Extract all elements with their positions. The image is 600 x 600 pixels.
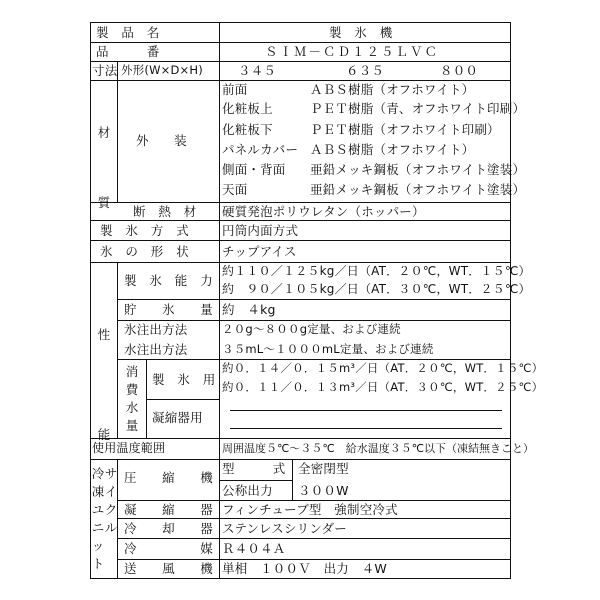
- material-part-upper: 化粧板上: [222, 101, 273, 116]
- condenser-label: 凝 縮 器: [124, 502, 213, 517]
- product-name-label: 製 品 名: [96, 25, 160, 40]
- material-part-front: 前面: [222, 82, 248, 97]
- storage-value: 約 ４kg: [222, 302, 276, 317]
- capacity-value-2: 約 ９０／１０５kg／日（AT．３０℃，WT．２５℃）: [222, 282, 531, 296]
- ice-shape-value: チップアイス: [222, 244, 297, 259]
- rule: [90, 202, 511, 203]
- model-label: 品 番: [96, 44, 160, 59]
- ice-method-label: 製 氷 方 式: [100, 223, 189, 238]
- fan-label: 送 風 機: [124, 561, 213, 576]
- refrigerant-label: 冷 媒: [124, 541, 213, 556]
- material-spec-upper: ＰＥＴ樹脂（青、オフホワイト印刷）: [310, 101, 526, 116]
- ice-use-value-2: 約０．１１／０．１３m³／日（AT．３０℃，WT．２５℃）: [222, 380, 544, 394]
- temp-range-value: 周囲温度５℃～３５℃ 給水温度３５℃以下（凍結無きこと）: [222, 442, 535, 455]
- material-spec-side: 亜鉛メッキ鋼板（オフホワイト塗装）: [310, 162, 526, 177]
- temp-range-label: 使用温度範囲: [92, 441, 166, 455]
- rule: [219, 22, 220, 579]
- ice-method-value: 円筒内面方式: [222, 223, 299, 238]
- compressor-type-value: 全密閉型: [298, 461, 349, 476]
- rule: [90, 80, 511, 81]
- material-group-label: 材質: [97, 125, 111, 210]
- cooler-label: 冷 却 器: [124, 521, 213, 536]
- compressor-output-label: 公称出力: [222, 483, 273, 498]
- fan-value: 単相 １００Ｖ 出力 ４W: [222, 561, 387, 576]
- material-part-top: 天面: [222, 182, 248, 197]
- rule: [90, 240, 511, 241]
- rule: [117, 299, 511, 300]
- rule: [90, 61, 511, 62]
- rule: [117, 359, 511, 360]
- storage-label: 貯 氷 量: [124, 302, 213, 317]
- material-spec-top: 亜鉛メッキ鋼板（オフホワイト塗装）: [310, 182, 526, 197]
- depth-value: ６３５: [346, 63, 385, 78]
- cooler-value: ステンレスシリンダー: [222, 521, 347, 536]
- condenser-value: フィンチューブ型 強制空冷式: [222, 502, 398, 517]
- rule: [117, 80, 118, 203]
- rule: [90, 438, 511, 439]
- consumption-label: 消費水量: [125, 364, 139, 433]
- ice-use-value-1: 約０．１４／０．１５m³／日（AT．２０℃，WT．１５℃）: [222, 361, 544, 375]
- ice-use-label: 製 氷 用: [152, 372, 216, 387]
- condenser-use-label: 凝縮器用: [152, 410, 203, 425]
- compressor-label: 圧 縮 機: [124, 470, 213, 485]
- rule: [117, 262, 118, 439]
- model-value: ＳＩＭ－ＣＤ１２５ＬＶＣ: [265, 44, 440, 59]
- material-spec-lower: ＰＥＴ樹脂（オフホワイト印刷）: [310, 122, 500, 137]
- water-dispense-label: 水注出方法: [124, 342, 188, 357]
- material-part-panel: パネルカバー: [222, 142, 299, 157]
- unit-group-label-1: 冷凍ユニット: [91, 466, 105, 571]
- condenser-use-blank: [230, 410, 502, 411]
- rule: [292, 459, 293, 501]
- rule: [90, 42, 511, 43]
- rule: [117, 538, 511, 539]
- rule: [146, 359, 147, 439]
- compressor-type-label: 型 式: [222, 461, 286, 476]
- capacity-value-1: 約１１０／１２５kg／日（AT．２０℃，WT．１５℃）: [222, 264, 531, 278]
- rule: [117, 320, 511, 321]
- material-part-lower: 化粧板下: [222, 122, 273, 137]
- rule: [90, 262, 511, 263]
- insulation-label: 断 熱 材: [133, 204, 197, 219]
- capacity-label: 製 氷 能 力: [124, 273, 213, 288]
- rule: [117, 518, 511, 519]
- rule: [146, 399, 219, 400]
- ice-dispense-value: ２０g～８００g定量、および連続: [222, 322, 401, 336]
- unit-group-label-2: サイクル: [104, 466, 118, 535]
- rule: [117, 500, 511, 501]
- rule: [219, 480, 292, 481]
- rule: [90, 22, 511, 23]
- rule: [90, 459, 511, 460]
- material-part-side: 側面・背面: [222, 162, 286, 177]
- rule: [90, 220, 511, 221]
- product-name-value: 製 氷 機: [329, 25, 393, 40]
- condenser-use-blank: [230, 428, 502, 429]
- ice-dispense-label: 氷注出方法: [124, 322, 188, 337]
- ice-shape-label: 氷 の 形 状: [100, 244, 189, 259]
- material-spec-front: ＡＢＳ樹脂（オフホワイト）: [310, 82, 475, 97]
- material-spec-panel: ＡＢＳ樹脂（オフホワイト）: [310, 142, 475, 157]
- water-dispense-value: ３５mL～１０００mL定量、および連続: [222, 342, 434, 356]
- rule: [117, 559, 511, 560]
- performance-group-label: 性能: [97, 327, 111, 442]
- dimensions-label: 寸法: [92, 63, 118, 78]
- width-value: ３４５: [238, 63, 277, 78]
- dimensions-sub-label: 外形(W×D×H): [121, 63, 203, 77]
- rule: [90, 578, 511, 579]
- exterior-label: 外 装: [136, 133, 187, 148]
- compressor-output-value: ３００W: [298, 483, 349, 498]
- height-value: ８００: [440, 63, 479, 78]
- insulation-value: 硬質発泡ポリウレタン（ホッパー）: [222, 204, 425, 219]
- refrigerant-value: Ｒ４０４Ａ: [222, 541, 286, 556]
